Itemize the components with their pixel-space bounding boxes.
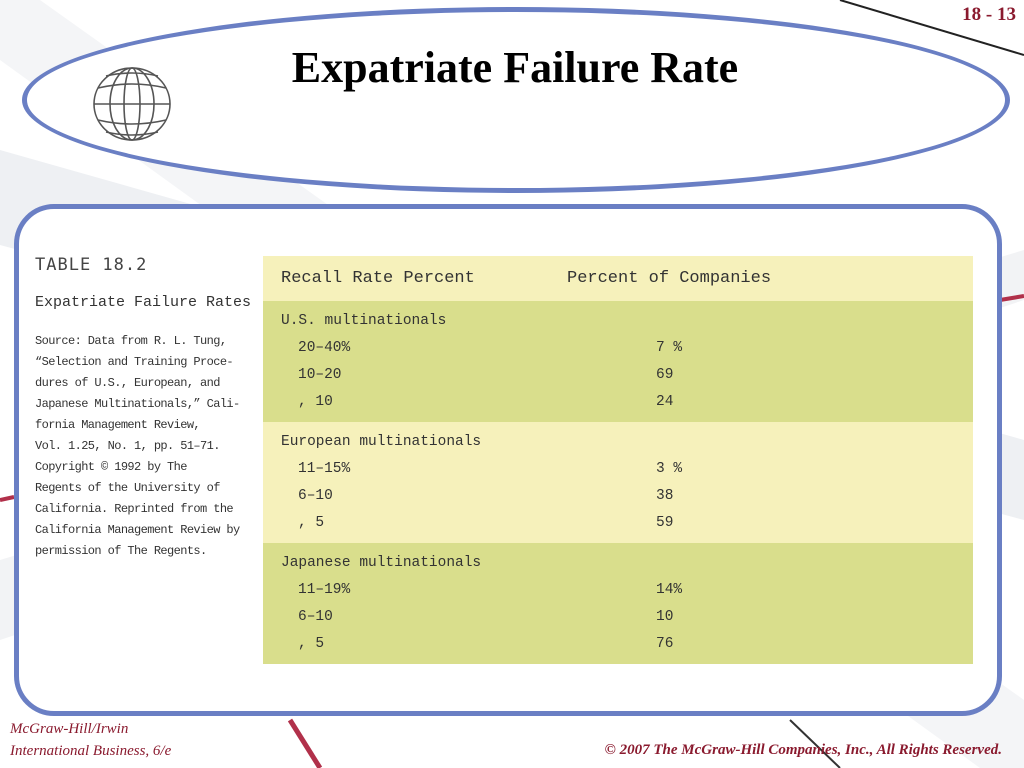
table-row bbox=[263, 577, 973, 604]
percent-cell: 76 bbox=[656, 636, 674, 652]
recall-rate-cell: , 5 bbox=[298, 515, 325, 531]
recall-rate-cell: 11–19% bbox=[298, 582, 351, 598]
section-japanese bbox=[263, 543, 973, 664]
table-row bbox=[263, 510, 973, 537]
globe-icon bbox=[88, 60, 176, 148]
percent-cell: 7 % bbox=[656, 340, 683, 356]
recall-rate-cell: 6–10 bbox=[298, 488, 333, 504]
source-line: dures of U.S., European, and bbox=[35, 376, 220, 390]
recall-rate-cell: , 10 bbox=[298, 394, 333, 410]
recall-rate-cell: 10–20 bbox=[298, 367, 342, 383]
table-row bbox=[263, 389, 973, 416]
percent-cell: 14% bbox=[656, 582, 683, 598]
percent-cell: 59 bbox=[656, 515, 674, 531]
table-header-row bbox=[263, 256, 973, 301]
table-row bbox=[263, 335, 973, 362]
source-line: Japanese Multinationals,” Cali- bbox=[35, 397, 240, 411]
table-row bbox=[263, 362, 973, 389]
percent-cell: 38 bbox=[656, 488, 674, 504]
recall-rate-cell: , 5 bbox=[298, 636, 325, 652]
section-label: U.S. multinationals bbox=[281, 313, 447, 329]
source-line: fornia Management Review, bbox=[35, 418, 201, 432]
percent-cell: 69 bbox=[656, 367, 674, 383]
recall-rate-cell: 6–10 bbox=[298, 609, 333, 625]
source-line: California. Reprinted from the bbox=[35, 502, 234, 516]
header-recall-rate: Recall Rate Percent bbox=[281, 269, 475, 288]
section-us bbox=[263, 301, 973, 422]
source-line: permission of The Regents. bbox=[35, 544, 207, 558]
source-line: California Management Review by bbox=[35, 523, 240, 537]
source-line: Regents of the University of bbox=[35, 481, 220, 495]
source-line: Source: Data from R. L. Tung, bbox=[35, 334, 227, 348]
section-european bbox=[263, 422, 973, 543]
footer-copyright: © 2007 The McGraw-Hill Companies, Inc., All Rights Reserved. bbox=[604, 742, 1002, 758]
table-source-note bbox=[35, 331, 250, 562]
footer-publisher: McGraw-Hill/Irwin bbox=[10, 721, 129, 737]
percent-cell: 10 bbox=[656, 609, 674, 625]
slide-number: 18 - 13 bbox=[962, 4, 1016, 25]
table-row bbox=[263, 604, 973, 631]
recall-rate-cell: 20–40% bbox=[298, 340, 351, 356]
section-label: Japanese multinationals bbox=[281, 555, 482, 571]
header-percent-companies: Percent of Companies bbox=[567, 269, 772, 288]
slide-title: Expatriate Failure Rate bbox=[291, 43, 739, 92]
table-caption: TABLE 18.2 bbox=[35, 255, 148, 275]
failure-rate-table bbox=[263, 256, 973, 664]
percent-cell: 24 bbox=[656, 394, 674, 410]
source-line: Vol. 1.25, No. 1, pp. 51–71. bbox=[35, 439, 220, 453]
source-line: Copyright © 1992 by The bbox=[35, 460, 187, 474]
footer-publisher-block bbox=[10, 718, 171, 762]
table-row bbox=[263, 456, 973, 483]
source-line: “Selection and Training Proce- bbox=[35, 355, 234, 369]
table-row bbox=[263, 631, 973, 658]
table-row bbox=[263, 483, 973, 510]
table-title: Expatriate Failure Rates bbox=[35, 294, 252, 311]
section-label: European multinationals bbox=[281, 434, 482, 450]
recall-rate-cell: 11–15% bbox=[298, 461, 351, 477]
percent-cell: 3 % bbox=[656, 461, 683, 477]
footer-book: International Business, 6/e bbox=[10, 743, 172, 759]
